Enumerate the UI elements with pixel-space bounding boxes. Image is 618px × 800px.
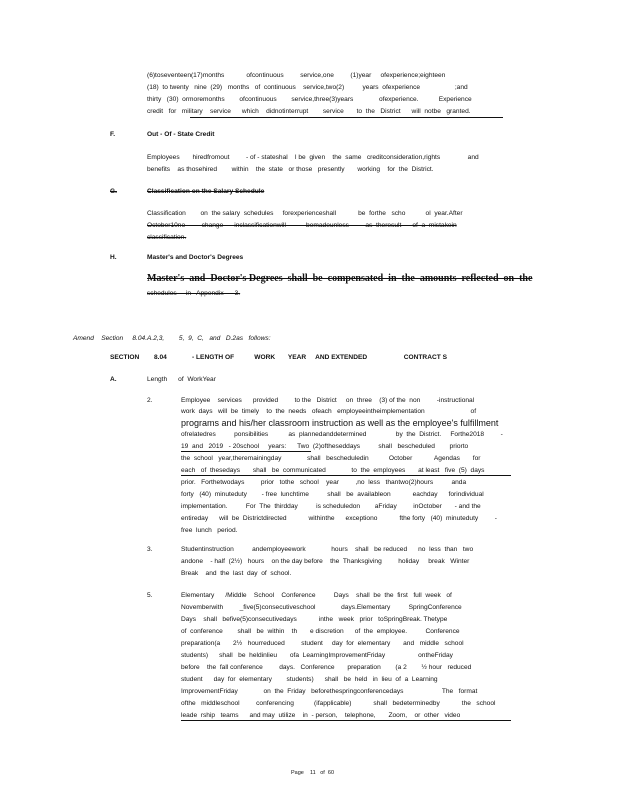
section-f-letter: F.	[110, 131, 116, 138]
section-h-struck-2: schedules in Appendix 3.	[147, 290, 241, 297]
item-3-line-1: Studentinstruction andemployeework hours shall be reduced no less than two	[181, 546, 474, 553]
item-2-line-11: entireday will be Districtdirected withinthe exceptiono fthe forty (40) minuteduty -	[181, 515, 497, 522]
item-2-line-2: work days will be timely to the needs ofeach employeeintheimplementation of	[181, 408, 477, 415]
underline	[181, 475, 511, 476]
section-a-title: Length of WorkYear	[147, 376, 216, 383]
section-f-line-1: Employees hiredfromout - of - stateshal l be given the same creditconsideration,rights and	[147, 154, 479, 161]
item-5-line-3: Days shall befive(5)consecutivedays inthe week prior toSpringBreak. Thetype	[181, 616, 448, 623]
top-line-4: credit for military service which didnotinterrupt service to the District will notbe granted.	[147, 108, 471, 115]
underline	[181, 720, 511, 721]
item-2-line-9: forty (40) minuteduty - free lunchtime shall be availableon eachday forindividual	[181, 491, 484, 498]
page-number: Page 11 of 60	[291, 770, 335, 776]
section-g-line-1: Classification on the salary schedules forexperienceshall be forthe scho ol year.After	[147, 210, 463, 217]
item-5-number: 5.	[147, 592, 153, 599]
section-h-letter: H.	[110, 254, 117, 261]
item-3-line-2: andone - half (2½) hours on the day before the Thanksgiving holiday break Winter	[181, 558, 470, 565]
item-3-number: 3.	[147, 546, 153, 553]
top-line-1: (6)toseventeen(17)months ofcontinuous service,one (1)year ofexperience;eighteen	[147, 72, 446, 79]
item-2-line-7: each of thesedays shall be communicated to the employees at least five (5) days	[181, 467, 485, 474]
item-3-line-3: Break and the last day of school.	[181, 570, 292, 577]
item-5-line-1: Elementary /Middle School Conference Days shall be the first full week of	[181, 592, 452, 599]
item-2-number: 2.	[147, 397, 153, 404]
section-g-line-3: classification.	[147, 234, 187, 241]
item-2-line-6: the school year,theremainingday shall bescheduledin October Agendas for	[181, 455, 481, 462]
amend-line: Amend Section 8.04.A.2,3, 5, 9, C, and D.2as follows:	[73, 335, 271, 342]
section-804-number: SECTION 8.04	[110, 354, 167, 361]
section-a-letter: A.	[110, 376, 117, 383]
section-f-line-2: benefits as thosehired within the state or those presently working for the District.	[147, 166, 434, 173]
item-5-line-11: leade rship teams and may utilize in - person, telephone, Zoom, or other video	[181, 712, 461, 719]
section-804-title: - LENGTH OF WORK YEAR AND EXTENDED CONTRACT S	[192, 354, 447, 361]
section-g-line-2: October10no change inclassificationwill bemadeunless as theresult of a mistakein	[147, 222, 457, 229]
item-2-line-3: programs and his/her classroom instruction as well as the employee's fulfillment	[181, 418, 499, 428]
underline	[190, 117, 503, 118]
section-h-struck-1: Master's and Doctor's Degrees shall be compensated in the amounts reflected on the	[147, 273, 533, 284]
item-5-line-6: students) shall be heldinlieu ofa LearningImprovementFriday ontheFriday	[181, 652, 453, 659]
item-5-line-8: student day for elementary students) shall be held in lieu of a Learning	[181, 676, 438, 683]
item-2-line-1: Employee services provided to the District on three (3) of the non -instructional	[181, 397, 475, 404]
underline	[181, 451, 311, 452]
item-5-line-2: Novemberwith _five(5)consecutiveschool days.Elementary SpringConference	[181, 604, 462, 611]
item-5-line-7: before the fall conference days. Conference preparation (a 2 ½ hour reduced	[181, 664, 472, 671]
section-g-letter: G.	[110, 188, 117, 195]
item-2-line-5: 19 and 2019 - 20school years: Two (2)oftheseddays shall bescheduled priorto	[181, 443, 469, 450]
item-2-line-10: implementation. For The thirdday is scheduledon aFriday inOctober - and the	[181, 503, 481, 510]
section-f-title: Out - Of - State Credit	[147, 131, 215, 138]
section-g-title: Classification on the Salary Schedule	[147, 188, 265, 195]
item-5-line-4: of conference shall be within th e discretion of the employee. Conference	[181, 628, 460, 635]
item-5-line-10: ofthe middleschool conferencing (ifapplicable) shall bedeterminedby the school	[181, 700, 496, 707]
item-2-line-12: free lunch period.	[181, 527, 238, 534]
top-line-2: (18) to twenty nine (29) months of continuous service,two(2) years ofexperience ;and	[147, 84, 468, 91]
section-h-title: Master's and Doctor's Degrees	[147, 254, 244, 261]
item-5-line-9: ImprovementFriday on the Friday beforethespringconferencedays The format	[181, 688, 478, 695]
top-line-3: thirty (30) ormoremonths ofcontinuous service,three(3)years ofexperience. Experience	[147, 96, 472, 103]
item-2-line-8: prior. Forthetwodays prior tothe school year ,no less thantwo(2)hours anda	[181, 479, 467, 486]
item-2-line-4: ofrelatedres ponsibilities as plannedanddetermined by the District. Forthe2018 -	[181, 431, 503, 438]
item-5-line-5: preparation(a 2½ hourreduced student day for elementary and middle school	[181, 640, 464, 647]
